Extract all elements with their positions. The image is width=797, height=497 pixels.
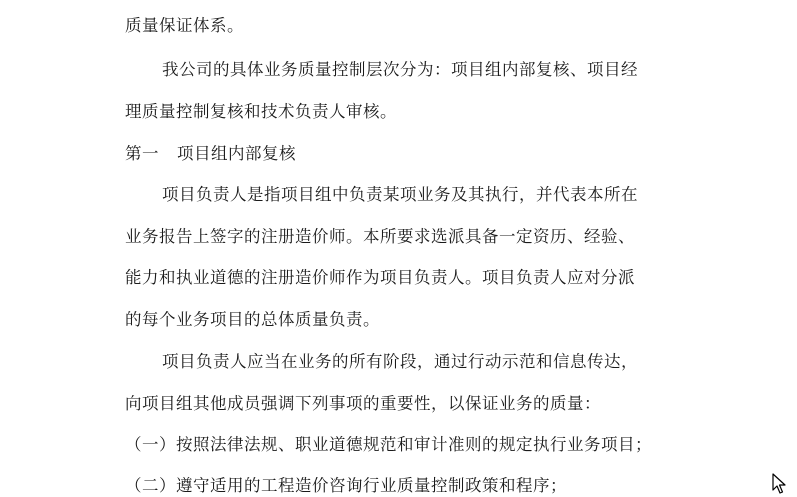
section-heading: [125, 143, 296, 165]
list-item: （一）按照法律法规、职业道德规范和审计准则的规定执行业务项目；: [125, 435, 652, 454]
paragraph-line: 向项目组其他成员强调下列事项的重要性，以保证业务的质量：: [125, 394, 601, 413]
paragraph-line: 我公司的具体业务质量控制层次分为：项目组内部复核、项目经: [162, 60, 638, 79]
section-heading-text: 项目组内部复核: [177, 144, 296, 163]
section-heading-number: 第一: [125, 144, 159, 163]
paragraph-line: 项目负责人应当在业务的所有阶段，通过行动示范和信息传达，: [162, 352, 638, 371]
paragraph-line: 理质量控制复核和技术负责人审核。: [125, 102, 397, 121]
paragraph-line: 质量保证体系。: [125, 16, 244, 35]
paragraph-line: 项目负责人是指项目组中负责某项业务及其执行，并代表本所在: [162, 185, 638, 204]
paragraph-line: 的每个业务项目的总体质量负责。: [125, 310, 380, 329]
list-item: （二）遵守适用的工程造价咨询行业质量控制政策和程序；: [125, 476, 567, 495]
mouse-pointer-icon: [772, 473, 786, 494]
paragraph-line: 业务报告上签字的注册造价师。本所要求选派具备一定资历、经验、: [125, 227, 635, 246]
paragraph-line: 能力和执业道德的注册造价师作为项目负责人。项目负责人应对分派: [125, 268, 635, 287]
